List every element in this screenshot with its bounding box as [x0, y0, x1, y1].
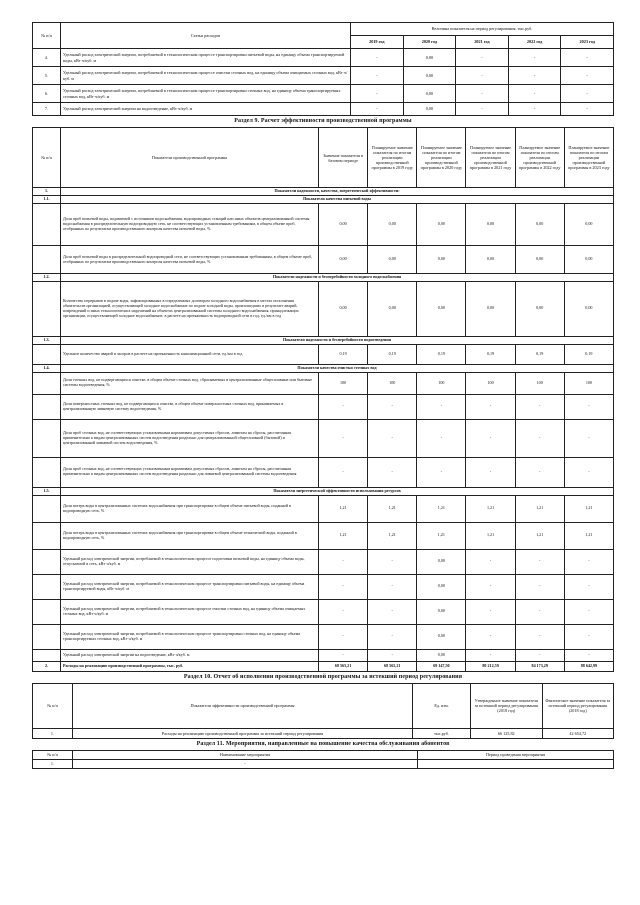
- section-10-title: Раздел 10. Отчет об исполнении производственной программы за истекший период регулирования: [183, 673, 463, 680]
- row-value: 0,00: [403, 103, 456, 116]
- row-name: Удельный расход электрической энергии на водоотведение, кВт·ч/куб. м: [61, 103, 351, 116]
- row-value: -: [561, 49, 614, 67]
- row-value: -: [466, 419, 515, 457]
- row-value: 0,00: [564, 246, 613, 274]
- table-row: [33, 67, 614, 85]
- row-num: [33, 624, 61, 649]
- row-value: -: [564, 574, 613, 599]
- section-name: Показатели качества очистки сточных вод: [61, 364, 614, 372]
- row-value: 0,00: [417, 549, 466, 574]
- row-value: 0,00: [403, 49, 456, 67]
- table-row: [33, 624, 614, 649]
- row-num: 1.2.: [33, 274, 61, 282]
- col-header-year: 2019 год: [351, 36, 404, 49]
- row-value: -: [515, 574, 564, 599]
- row-value: 0,00: [417, 574, 466, 599]
- col-header-item: Статьи расходов: [61, 23, 351, 49]
- row-name: Удельный расход электрической энергии, потребляемой в технологическом процессе подготовки питьевой воды, на единицу объема воды, отпускаемой в сеть, кВт·ч/куб. м: [61, 549, 319, 574]
- row-value: 0,00: [417, 281, 466, 336]
- row-value: 0,19: [515, 344, 564, 364]
- row-plan: 66 125,82: [471, 728, 543, 738]
- row-name: Доля потерь воды в централизованных системах водоснабжения при транспортировке в общем объеме технической воды, поданной в водопроводную сеть, %: [61, 522, 319, 549]
- col-header-year: 2022 год: [508, 36, 561, 49]
- row-value: 0,00: [564, 204, 613, 246]
- row-name: Расходы на реализацию производственной программы, тыс. руб.: [61, 661, 319, 671]
- table-row: [33, 599, 614, 624]
- row-name: Количество перерывов в подаче воды, зафиксированных в определенных договором холодного водоснабжения в местах исполнения обязательств организацией, осуществляющей холодное водоснабжение по подаче холодной воды, произошедших в результате аварий, повреждений и иных технологических нарушений на объектах централизованной системы холодного водоснабжения, принадлежащих организации, осуществляющей холодное водоснабжение, в расчете на протяженность водопроводной сети в год, ед./км в год: [61, 281, 319, 336]
- row-value: -: [368, 649, 417, 661]
- col-header-num: № п/п: [33, 751, 73, 760]
- section-row: [33, 336, 614, 344]
- row-fact: 42 654,72: [542, 728, 614, 738]
- row-value: -: [319, 599, 368, 624]
- row-value: -: [417, 394, 466, 419]
- row-value: 88 642,99: [564, 661, 613, 671]
- row-name: Доля сточных вод, не подвергающихся очистке, в общем объеме сточных вод, сбрасываемых в централизованные общесплавные или бытовые системы водоотведения, %: [61, 372, 319, 394]
- row-value: 1,21: [466, 495, 515, 522]
- row-value: 0,00: [515, 246, 564, 274]
- table-row: [33, 281, 614, 336]
- table-row: [33, 85, 614, 103]
- col-header-year: 2020 год: [403, 36, 456, 49]
- col-header-2022: Планируемое значение показателя по итогам реализации производственной программы в 2022 году: [515, 128, 564, 188]
- row-name: Удельный расход электрической энергии, потребляемой в технологическом процессе транспортировки питьевой воды, на единицу объема транспортируемой воды, кВт·ч/куб. м: [61, 49, 351, 67]
- table-row: [33, 344, 614, 364]
- row-value: 0,00: [403, 85, 456, 103]
- table-row: [33, 246, 614, 274]
- row-value: 1,21: [417, 495, 466, 522]
- row-value: 1,21: [564, 522, 613, 549]
- row-value: -: [368, 394, 417, 419]
- row-value: -: [466, 394, 515, 419]
- section-name: Показатели надежности и бесперебойности водоотведения: [61, 336, 614, 344]
- row-name: Удельный расход электрической энергии, потребляемой в технологическом процессе транспортировки питьевой воды, на единицу объема транспортируемой воды, кВт·ч/куб. м: [61, 574, 319, 599]
- row-value: -: [417, 419, 466, 457]
- row-value: 0,19: [466, 344, 515, 364]
- section-row: [33, 487, 614, 495]
- row-num: [33, 649, 61, 661]
- section-11-title: Раздел 11. Мероприятия, направленные на повышение качества обслуживания абонентов: [196, 740, 450, 747]
- col-header-2021: Планируемое значение показателя по итогам реализации производственной программы в 2021 году: [466, 128, 515, 188]
- row-value: 1,21: [515, 495, 564, 522]
- row-value: -: [368, 574, 417, 599]
- col-header-measure: Наименование мероприятия: [73, 751, 418, 760]
- row-value: -: [351, 67, 404, 85]
- row-value: -: [368, 457, 417, 487]
- row-value: -: [561, 103, 614, 116]
- row-num: 6.: [33, 85, 61, 103]
- row-value: 0,00: [466, 246, 515, 274]
- row-value: 0,00: [417, 599, 466, 624]
- row-num: 1.4.: [33, 364, 61, 372]
- expense-items-table: [32, 22, 614, 116]
- row-value: 68 565,21: [319, 661, 368, 671]
- row-num: [33, 495, 61, 522]
- row-value: 0,19: [319, 344, 368, 364]
- row-num: 4.: [33, 49, 61, 67]
- row-value: -: [351, 103, 404, 116]
- row-value: 0,00: [417, 624, 466, 649]
- row-num: 1.: [33, 728, 73, 738]
- row-num: [33, 204, 61, 246]
- row-num: 1.5.: [33, 487, 61, 495]
- row-name: Доля проб питьевой воды в распределительной водопроводной сети, не соответствующих установленным требованиям, в общем объеме проб, отобранных по результатам производственного контроля качества питьевой воды, %: [61, 246, 319, 274]
- row-value: 0,00: [417, 204, 466, 246]
- row-value: -: [564, 624, 613, 649]
- row-value: -: [508, 49, 561, 67]
- section-row: [33, 196, 614, 204]
- col-header-indicator: Показатели производственной программы: [61, 128, 319, 188]
- row-value: 0,00: [368, 204, 417, 246]
- row-value: -: [417, 457, 466, 487]
- row-value: 1,21: [368, 495, 417, 522]
- row-value: -: [319, 649, 368, 661]
- row-num: 5.: [33, 67, 61, 85]
- row-name: Удельный расход электрической энергии на водоотведение, кВт·ч/куб. м: [61, 649, 319, 661]
- row-value: 1,21: [319, 522, 368, 549]
- row-value: -: [368, 419, 417, 457]
- row-name: Доля проб сточных вод, не соответствующих установленным нормативам допустимых сбросов, лимитам на сбросы, рассчитанная применительно к видам централизованных систем водоотведения раздельно для централизованной общесплавной (бытовой) и централизованной ливневой систем водоотведения, %: [61, 419, 319, 457]
- row-value: -: [466, 599, 515, 624]
- row-value: -: [564, 599, 613, 624]
- row-value: -: [319, 457, 368, 487]
- col-header-year: 2021 год: [456, 36, 509, 49]
- row-value: -: [561, 67, 614, 85]
- row-num: [33, 246, 61, 274]
- row-num: [33, 549, 61, 574]
- row-value: -: [368, 624, 417, 649]
- row-value: 0,19: [417, 344, 466, 364]
- section-row: [33, 274, 614, 282]
- row-value: -: [515, 419, 564, 457]
- row-num: 2.: [33, 661, 61, 671]
- row-value: 0,00: [368, 246, 417, 274]
- row-name: Расходы на реализацию производственной программы за истекший период регулирования: [73, 728, 413, 738]
- row-num: [33, 457, 61, 487]
- row-value: -: [564, 419, 613, 457]
- table-row: [33, 649, 614, 661]
- table-row: [33, 760, 614, 769]
- row-value: 0,00: [368, 281, 417, 336]
- col-header-fact: Фактическое значение показателя за истекший период регулирования (2018 год): [542, 683, 614, 728]
- row-value: 1,21: [515, 522, 564, 549]
- row-value: 0,00: [564, 281, 613, 336]
- row-value: -: [508, 67, 561, 85]
- table-row: [33, 419, 614, 457]
- row-unit: тыс.руб.: [413, 728, 471, 738]
- col-header-indicator: Показатели эффективности производственной программы: [73, 683, 413, 728]
- row-value: -: [466, 624, 515, 649]
- row-value: 1,21: [466, 522, 515, 549]
- row-value: 80 212,59: [466, 661, 515, 671]
- table-row: [33, 661, 614, 671]
- row-value: 84 173,29: [515, 661, 564, 671]
- row-value: -: [515, 394, 564, 419]
- row-name: Доля проб сточных вод, не соответствующих установленным нормативам допустимых сбросов, лимитам на сбросы, рассчитанная применительно к видам централизованных систем водоотведения раздельно для ливневой централизованной системы водоотведения: [61, 457, 319, 487]
- row-value: -: [515, 457, 564, 487]
- col-header-plan: Утвержденное значение показателя за истекший период регулирования (2018 год): [471, 683, 543, 728]
- row-value: -: [466, 549, 515, 574]
- row-num: [33, 419, 61, 457]
- row-value: -: [515, 649, 564, 661]
- row-value: 0,00: [466, 281, 515, 336]
- table-row: [33, 49, 614, 67]
- row-value: 100: [417, 372, 466, 394]
- row-num: [33, 281, 61, 336]
- table-row: [33, 495, 614, 522]
- row-value: -: [319, 394, 368, 419]
- row-value: 1,21: [319, 495, 368, 522]
- measures-table: [32, 750, 614, 769]
- row-value: -: [368, 549, 417, 574]
- row-value: 68 565,21: [368, 661, 417, 671]
- table-row: [33, 103, 614, 116]
- table-row: [33, 457, 614, 487]
- row-value: 0,00: [319, 246, 368, 274]
- table-row: [33, 574, 614, 599]
- section-row: [33, 364, 614, 372]
- col-header-num: № п/п: [33, 683, 73, 728]
- row-name: Удельный расход электрической энергии, потребляемой в технологическом процессе транспортировки сточных вод, на единицу объема транспортируемых сточных вод, кВт·ч/куб. м: [61, 624, 319, 649]
- row-value: 0,00: [417, 246, 466, 274]
- row-value: 1,21: [417, 522, 466, 549]
- table-row: [33, 728, 614, 738]
- row-num: [33, 522, 61, 549]
- row-value: 100: [564, 372, 613, 394]
- row-value: -: [319, 419, 368, 457]
- row-name: Доля проб питьевой воды, подаваемой с источников водоснабжения, водопроводных станций или иных объектов централизованной системы водоснабжения в распределительную водопроводную сеть, не соответствующих установленным требованиям, в общем объеме проб, отобранных по результатам производственного контроля качества питьевой воды, %: [61, 204, 319, 246]
- row-value: -: [456, 103, 509, 116]
- row-value: -: [515, 549, 564, 574]
- row-num: 7.: [33, 103, 61, 116]
- table-row: [33, 372, 614, 394]
- table-row: [33, 204, 614, 246]
- row-value: -: [564, 457, 613, 487]
- row-value: 0,00: [515, 281, 564, 336]
- row-value: 100: [515, 372, 564, 394]
- table-row: [33, 394, 614, 419]
- col-header-2020: Планируемое значение показателя по итогам реализации производственной программы в 2020 году: [417, 128, 466, 188]
- row-name: Доля поверхностных сточных вод, не подвергающихся очистке, в общем объеме поверхностных сточных вод, принимаемых в централизованную ливневую систему водоотведения, %: [61, 394, 319, 419]
- col-header-period: Величина показателя на период регулирования, тыс.руб.: [351, 23, 614, 36]
- row-name: Доля потерь воды в централизованных системах водоснабжения при транспортировке в общем объеме питьевой воды, поданной в водопроводную сеть, %: [61, 495, 319, 522]
- table-row: [33, 522, 614, 549]
- row-num: 1.1.: [33, 196, 61, 204]
- row-value: 1,21: [368, 522, 417, 549]
- row-name: Удельный расход электрической энергии, потребляемой в технологическом процессе транспортировки сточных вод, на единицу объема транспортируемых сточных вод, кВт·ч/куб. м: [61, 85, 351, 103]
- row-value: -: [508, 85, 561, 103]
- section-name: Показатели энергетической эффективности использования ресурсов: [61, 487, 614, 495]
- section-name: Показатели надежности, качества, энергетической эффективности:: [61, 188, 614, 196]
- col-header-num: № п/п: [33, 23, 61, 49]
- row-value: -: [564, 649, 613, 661]
- row-value: 0,19: [368, 344, 417, 364]
- row-num: [33, 394, 61, 419]
- row-value: 0,00: [515, 204, 564, 246]
- row-num: 1.: [33, 188, 61, 196]
- section-9-title: Раздел 9. Расчет эффективности производственной программы: [234, 118, 412, 124]
- row-value: 1,21: [564, 495, 613, 522]
- row-value: 100: [319, 372, 368, 394]
- col-header-unit: Ед. изм.: [413, 683, 471, 728]
- row-value: 0,00: [319, 204, 368, 246]
- col-header-num: № п/п: [33, 128, 61, 188]
- row-value: 0,00: [403, 67, 456, 85]
- col-header-period: Период проведения мероприятия: [418, 751, 614, 760]
- row-name: Удельный расход электрической энергии, потребляемой в технологическом процессе очистки сточных вод, на единицу объема очищаемых сточных вод, кВт·ч/куб. м: [61, 67, 351, 85]
- row-value: -: [351, 85, 404, 103]
- row-period: [418, 760, 614, 769]
- row-value: -: [456, 49, 509, 67]
- row-name: Удельный расход электрической энергии, потребляемой в технологическом процессе очистки сточных вод, на единицу объема очищаемых сточных вод, кВт·ч/куб. м: [61, 599, 319, 624]
- row-value: 0,19: [564, 344, 613, 364]
- section-name: Показатели надежности и бесперебойности холодного водоснабжения: [61, 274, 614, 282]
- row-value: 0,00: [417, 649, 466, 661]
- row-value: -: [456, 67, 509, 85]
- row-num: [33, 344, 61, 364]
- col-header-year: 2023 год: [561, 36, 614, 49]
- row-value: -: [515, 599, 564, 624]
- row-value: -: [466, 574, 515, 599]
- row-value: 69 147,50: [417, 661, 466, 671]
- row-num: [33, 574, 61, 599]
- row-value: -: [319, 549, 368, 574]
- row-value: -: [319, 624, 368, 649]
- efficiency-table: [32, 127, 614, 671]
- row-value: -: [319, 574, 368, 599]
- row-value: -: [564, 549, 613, 574]
- row-name: Удельное количество аварий и засоров в расчете на протяженность канализационной сети, ед./км в год: [61, 344, 319, 364]
- row-value: 100: [466, 372, 515, 394]
- col-header-2019: Планируемое значение показателя по итогам реализации производственной программы в 2019 году: [368, 128, 417, 188]
- row-value: 0,00: [466, 204, 515, 246]
- table-row: [33, 549, 614, 574]
- col-header-base: Значение показателя в базовом периоде: [319, 128, 368, 188]
- row-value: -: [368, 599, 417, 624]
- row-value: -: [515, 624, 564, 649]
- row-value: -: [508, 103, 561, 116]
- row-name: -: [73, 760, 418, 769]
- row-value: -: [351, 49, 404, 67]
- row-value: -: [456, 85, 509, 103]
- row-value: -: [466, 649, 515, 661]
- section-row: [33, 188, 614, 196]
- row-value: -: [466, 457, 515, 487]
- row-num: [33, 372, 61, 394]
- row-value: -: [561, 85, 614, 103]
- row-value: 0,00: [319, 281, 368, 336]
- row-num: 1.: [33, 760, 73, 769]
- row-num: 1.3.: [33, 336, 61, 344]
- execution-report-table: [32, 683, 614, 739]
- row-num: [33, 599, 61, 624]
- row-value: 100: [368, 372, 417, 394]
- section-name: Показатели качества питьевой воды: [61, 196, 614, 204]
- row-value: -: [564, 394, 613, 419]
- col-header-2023: Планируемое значение показателя по итогам реализации производственной программы в 2023 году: [564, 128, 613, 188]
